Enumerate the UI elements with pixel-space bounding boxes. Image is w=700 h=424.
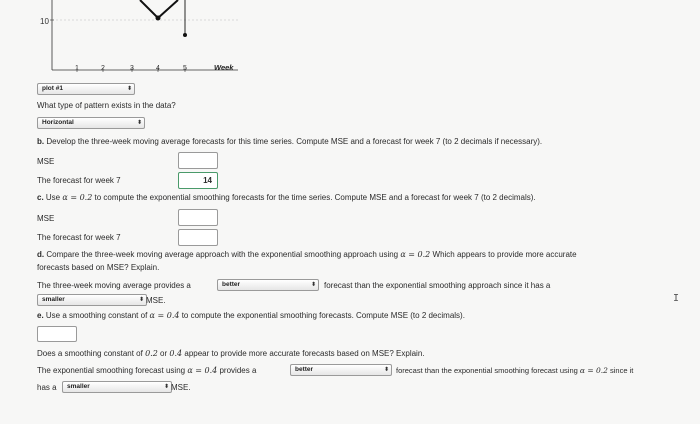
part-b-mse-input[interactable] [178, 152, 218, 169]
data-point [156, 16, 161, 21]
part-b-forecast-value: 14 [203, 176, 212, 185]
updown-icon: ⬍ [126, 86, 132, 92]
updown-icon: ⬍ [383, 367, 389, 373]
text-cursor-icon: I [673, 293, 680, 304]
updown-icon: ⬍ [136, 120, 142, 126]
data-line [140, 0, 178, 18]
part-b-question: b. Develop the three-week moving average forecasts for this time series. Compute MSE and a forecast for week 7 (to 2 decimals if necessary). [37, 137, 543, 146]
part-e-mse-input[interactable] [37, 326, 77, 342]
updown-icon: ⬍ [310, 282, 316, 288]
part-d-quality-select[interactable] [217, 279, 319, 291]
x-tick-label: 1 [75, 65, 79, 72]
x-tick-label: 5 [183, 65, 187, 72]
x-tick-label: 2 [101, 65, 105, 72]
part-e-mse-select[interactable] [62, 381, 172, 393]
part-d-mse-select[interactable] [37, 294, 147, 306]
part-d-question: d. Compare the three-week moving average approach with the exponential smoothing approach using α = 0.2 Which appears to provide more accurate [37, 250, 577, 259]
part-e-compare-question: Does a smoothing constant of 0.2 or 0.4 appear to provide more accurate forecasts based on MSE? Explain. [37, 349, 425, 358]
part-e-answer-after: forecast than the exponential smoothing forecast using α = 0.2 since it [396, 366, 634, 375]
part-b-forecast-input[interactable] [178, 172, 218, 189]
part-d-answer-end: MSE. [146, 296, 166, 305]
plot-select[interactable] [37, 83, 135, 95]
time-series-plot [40, 0, 240, 78]
part-c-question: c. Use α = 0.2 to compute the exponential smoothing forecasts for the time series. Compute MSE and a forecast for week 7 (to 2 decimals). [37, 193, 536, 202]
part-c-forecast-input[interactable] [178, 229, 218, 246]
part-e-quality-select[interactable] [290, 364, 392, 376]
updown-icon: ⬍ [138, 297, 144, 303]
x-tick-label: 3 [130, 65, 134, 72]
part-c-mse-input[interactable] [178, 209, 218, 226]
part-c-mse-label: MSE [37, 214, 55, 223]
updown-icon: ⬍ [163, 384, 169, 390]
part-b-forecast-label: The forecast for week 7 [37, 176, 121, 185]
x-axis-label: Week [214, 63, 234, 72]
part-c-forecast-label: The forecast for week 7 [37, 233, 121, 242]
data-point [183, 33, 187, 37]
pattern-select-value: Horizontal [42, 119, 74, 126]
x-tick-label: 4 [156, 65, 160, 72]
part-d-question-line2: forecasts based on MSE? Explain. [37, 263, 160, 272]
part-e-answer-end: MSE. [171, 383, 191, 392]
y-tick-label: 10 [40, 17, 49, 26]
part-e-question: e. Use a smoothing constant of α = 0.4 to compute the exponential smoothing forecasts. Compute MSE (to 2 decimals). [37, 311, 465, 320]
part-e-quality-value: better [295, 366, 314, 373]
plot-select-value: plot #1 [42, 85, 63, 92]
pattern-select[interactable] [37, 117, 145, 129]
part-e-answer-before: The exponential smoothing forecast using α = 0.4 provides a [37, 366, 257, 375]
pattern-question: What type of pattern exists in the data? [37, 101, 176, 110]
part-e-answer-line2: has a [37, 383, 57, 392]
part-d-mse-value: smaller [42, 296, 65, 303]
part-d-answer-after: forecast than the exponential smoothing approach since it has a [324, 281, 551, 290]
part-d-quality-value: better [222, 281, 241, 288]
part-b-mse-label: MSE [37, 157, 55, 166]
part-e-mse-value: smaller [67, 383, 90, 390]
part-d-answer-before: The three-week moving average provides a [37, 281, 191, 290]
